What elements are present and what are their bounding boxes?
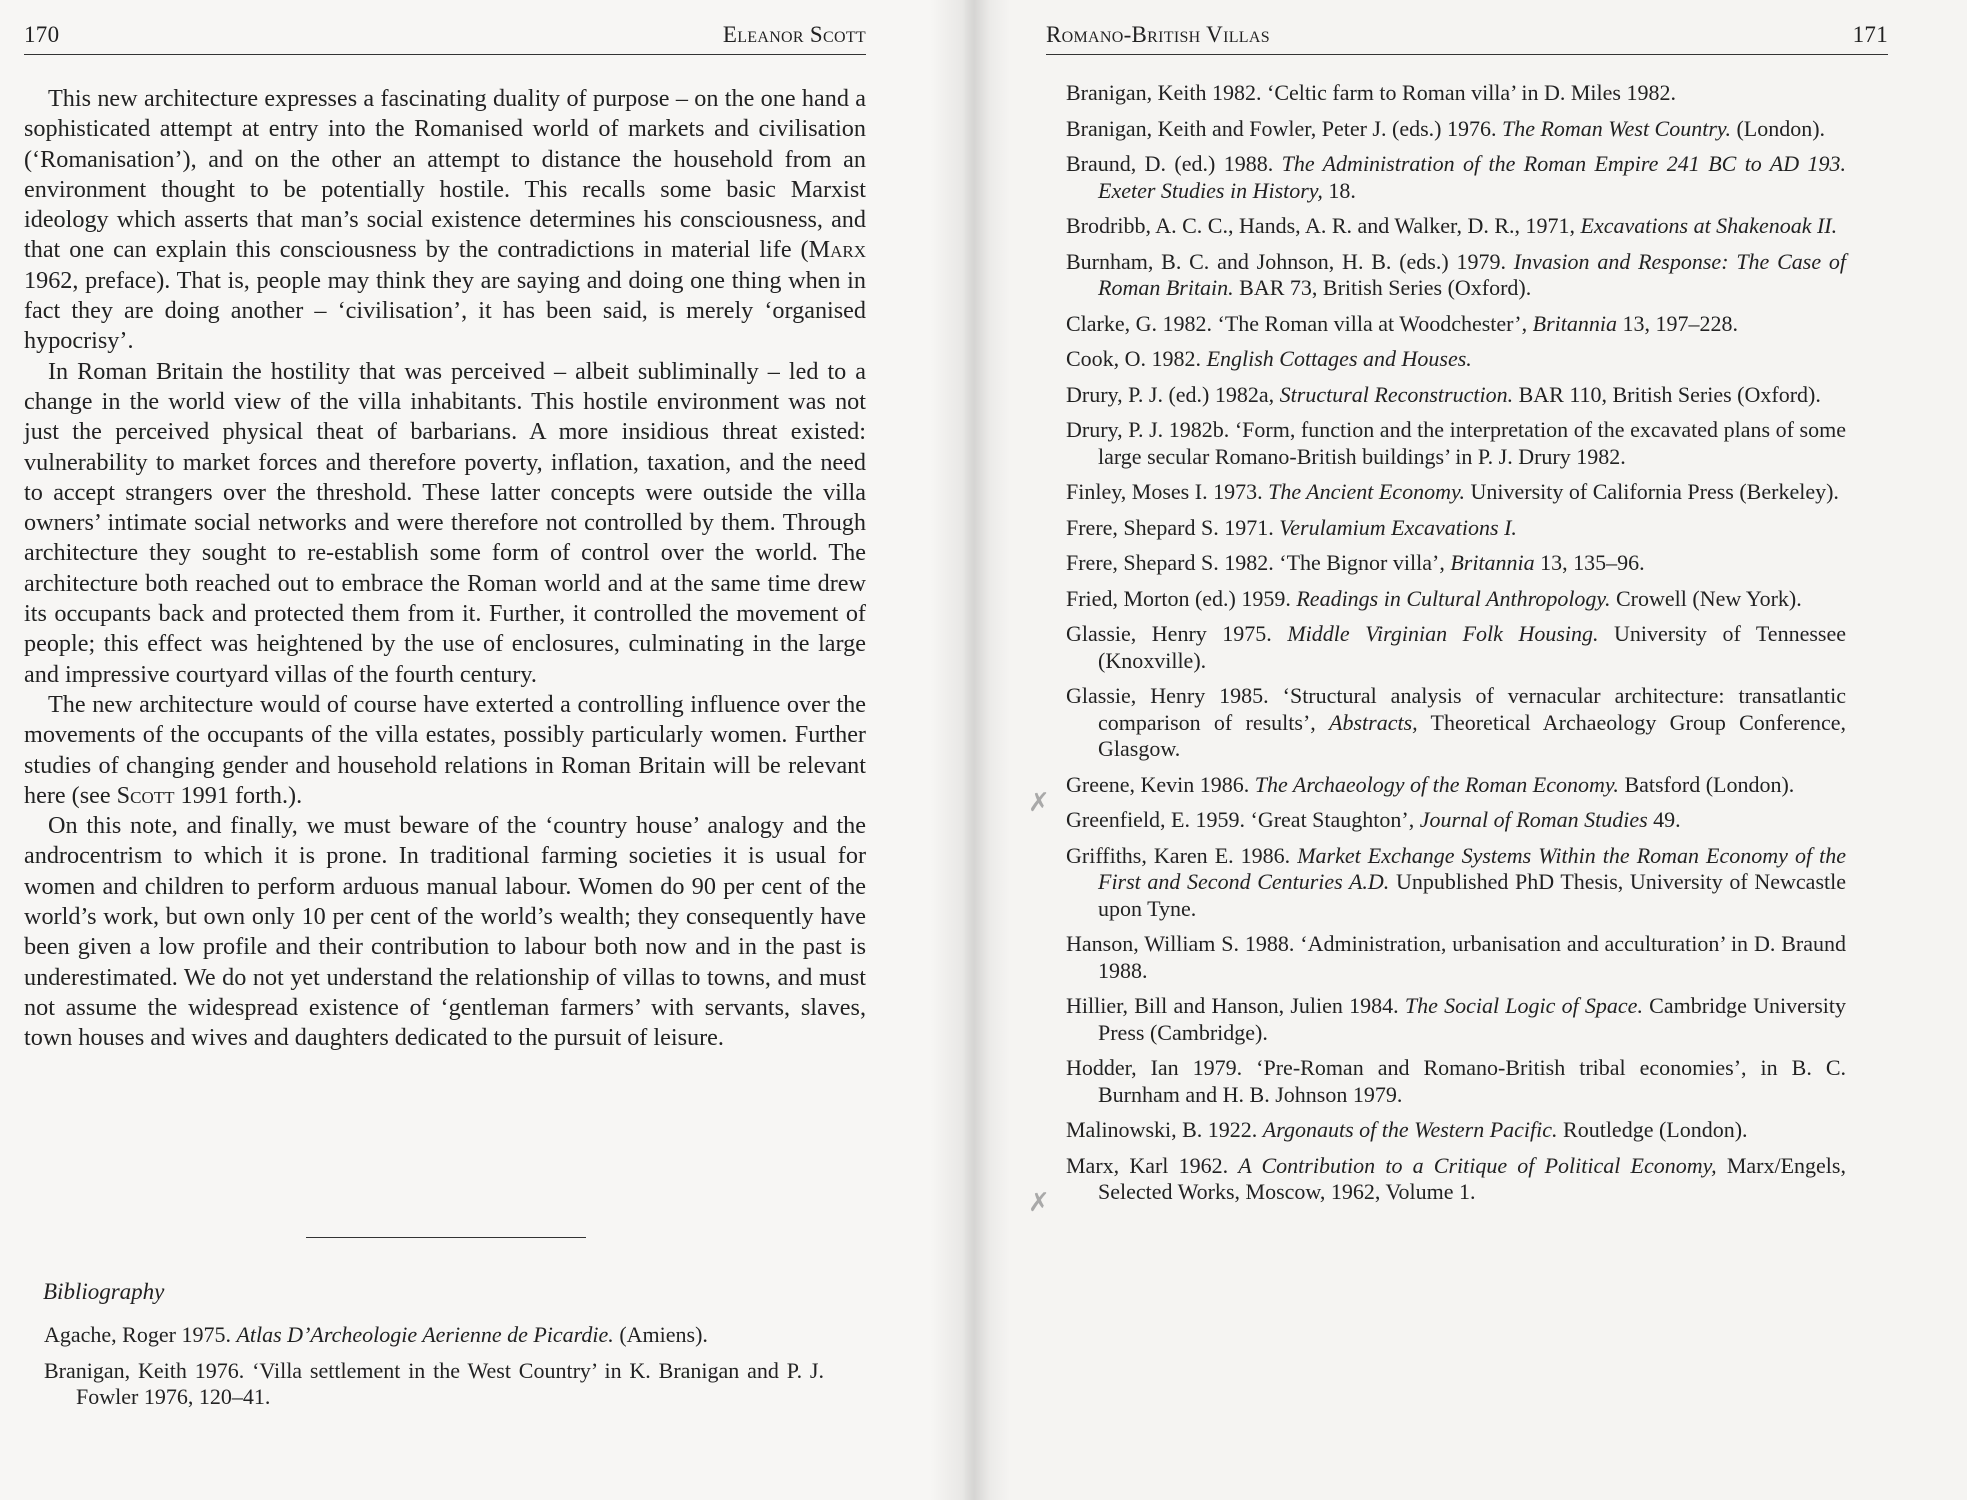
- body-text: [24, 84, 866, 1054]
- pencil-tick-icon: ✗: [1028, 788, 1050, 818]
- bib-entry: Drury, P. J. (ed.) 1982a, Structural Reconstruction. BAR 110, British Series (Oxford).: [1066, 381, 1821, 407]
- left-running-header: [24, 22, 866, 55]
- bib-entry: Branigan, Keith 1982. ‘Celtic farm to Roman villa’ in D. Miles 1982.: [1066, 80, 1676, 105]
- left-running-title: Eleanor Scott: [722, 22, 866, 47]
- bib-entry: Hanson, William S. 1988. ‘Administration, urbanisation and acculturation’ in D. Braund 1988.: [1066, 931, 1846, 983]
- bib-entry: Hillier, Bill and Hanson, Julien 1984. The Social Logic of Space. Cambridge University Press (Cambridge).: [1066, 993, 1847, 1045]
- left-bibliography-list: [44, 1322, 824, 1420]
- bib-entry: Burnham, B. C. and Johnson, H. B. (eds.) 1979. Invasion and Response: The Case of Roman Britain. BAR 73, British Series (Oxford).: [1066, 248, 1847, 300]
- left-page-number: 170: [24, 22, 60, 47]
- paragraph-3: The new architecture would of course have exterted a controlling influence over the movements of the occupants of the villa estates, possibly particularly women. Further studies of changing gender and household relations in Roman Britain will be relevant here (see Scott 1991 forth.).: [24, 690, 866, 809]
- bib-entry: Frere, Shepard S. 1971. Verulamium Excavations I.: [1066, 514, 1517, 540]
- bib-entry: Drury, P. J. 1982b. ‘Form, function and the interpretation of the excavated plans of some large secular Romano-British buildings’ in P. J. Drury 1982.: [1066, 417, 1846, 469]
- bib-entry: Glassie, Henry 1975. Middle Virginian Folk Housing. University of Tennessee (Knoxville).: [1066, 621, 1846, 673]
- pencil-tick-icon: ✗: [1028, 1188, 1050, 1218]
- bib-entry: Braund, D. (ed.) 1988. The Administration of the Roman Empire 241 BC to AD 193. Exeter Studies in History, 18.: [1066, 151, 1847, 203]
- bib-entry: Clarke, G. 1982. ‘The Roman villa at Woodchester’, Britannia 13, 197–228.: [1066, 310, 1738, 336]
- bib-entry: Greene, Kevin 1986. The Archaeology of the Roman Economy. Batsford (London).: [1066, 771, 1795, 797]
- paragraph-4: On this note, and finally, we must beware of the ‘country house’ analogy and the androcentrism to which it is prone. In traditional farming societies it is usual for women and children to perform arduous manual labour. Women do 90 per cent of the world’s work, but own only 10 per cent of the world’s wealth; they consequently have been given a low profile and their contribution to labour both now and in the past is underestimated. We do not yet understand the relationship of villas to towns, and must not assume the widespread existence of ‘gentleman farmers’ with servants, slaves, town houses and wives and daughters dedicated to the pursuit of leisure.: [24, 812, 866, 1052]
- bib-entry: Finley, Moses I. 1973. The Ancient Economy. University of California Press (Berkeley).: [1066, 479, 1839, 504]
- bib-entry: Malinowski, B. 1922. Argonauts of the Western Pacific. Routledge (London).: [1066, 1117, 1748, 1142]
- bib-entry: Branigan, Keith and Fowler, Peter J. (eds.) 1976. The Roman West Country. (London).: [1066, 115, 1826, 141]
- section-divider: [306, 1237, 586, 1238]
- right-running-header: [1046, 22, 1888, 55]
- bib-entry: Hodder, Ian 1979. ‘Pre-Roman and Romano-British tribal economies’, in B. C. Burnham and H. B. Johnson 1979.: [1066, 1055, 1846, 1107]
- bib-entry: Marx, Karl 1962. A Contribution to a Critique of Political Economy, Marx/Engels, Selected Works, Moscow, 1962, Volume 1.: [1066, 1152, 1846, 1204]
- bib-entry: Griffiths, Karen E. 1986. Market Exchange Systems Within the Roman Economy of the First and Second Centuries A.D. Unpublished PhD Thesis, University of Newcastle upon Tyne.: [1066, 842, 1846, 921]
- bib-entry: Cook, O. 1982. English Cottages and Houses.: [1066, 346, 1472, 371]
- bib-entry: Fried, Morton (ed.) 1959. Readings in Cultural Anthropology. Crowell (New York).: [1066, 585, 1802, 611]
- bib-entry: Glassie, Henry 1985. ‘Structural analysis of vernacular architecture: transatlantic comparison of results’, Abstracts, Theoretical Archaeology Group Conference, Glasgow.: [1066, 683, 1846, 761]
- bib-entry: Agache, Roger 1975. Atlas D’Archeologie Aerienne de Picardie. (Amiens).: [44, 1322, 708, 1347]
- right-running-title: Romano-British Villas: [1046, 22, 1270, 47]
- bib-entry: Branigan, Keith 1976. ‘Villa settlement in the West Country’ in K. Branigan and P. J. Fowler 1976, 120–41.: [44, 1357, 824, 1409]
- bib-entry: Brodribb, A. C. C., Hands, A. R. and Walker, D. R., 1971, Excavations at Shakenoak II.: [1066, 213, 1838, 238]
- paragraph-1: This new architecture expresses a fascinating duality of purpose – on the one hand a sophisticated attempt at entry into the Romanised world of markets and civilisation (‘Romanisation’), and on the other an attempt to distance the household from an environment thought to be potentially hostile. This recalls some basic Marxist ideology which asserts that man’s social existence determines his consciousness, and that one can explain this consciousness by the contradictions in material life (Marx 1962, preface). That is, people may think they are saying and doing one thing when in fact they are doing another – ‘civilisation’, it has been said, is merely ‘organised hypocrisy’.: [24, 85, 866, 355]
- bib-entry: Greenfield, E. 1959. ‘Great Staughton’, Journal of Roman Studies 49.: [1066, 807, 1681, 832]
- bib-entry: Frere, Shepard S. 1982. ‘The Bignor villa’, Britannia 13, 135–96.: [1066, 550, 1645, 575]
- book-gutter: [930, 0, 1010, 1500]
- bibliography-heading: Bibliography: [43, 1279, 165, 1304]
- right-bibliography-list: [1066, 80, 1846, 1215]
- paragraph-2: In Roman Britain the hostility that was perceived – albeit subliminally – led to a change in the world view of the villa inhabitants. This hostile environment was not just the perceived physical theat of barbarians. A more insidious threat existed: vulnerability to market forces and therefore poverty, inflation, taxation, and the need to accept strangers over the threshold. These latter concepts were outside the villa owners’ intimate social networks and were therefore not controlled by them. Through architecture they sought to re-establish some form of control over the world. The architecture both reached out to embrace the Roman world and at the same time drew its occupants back and protected them from it. Further, it controlled the movement of people; this effect was heightened by the use of enclosures, culminating in the large and impressive courtyard villas of the fourth century.: [24, 357, 866, 688]
- right-page-number: 171: [1852, 22, 1888, 47]
